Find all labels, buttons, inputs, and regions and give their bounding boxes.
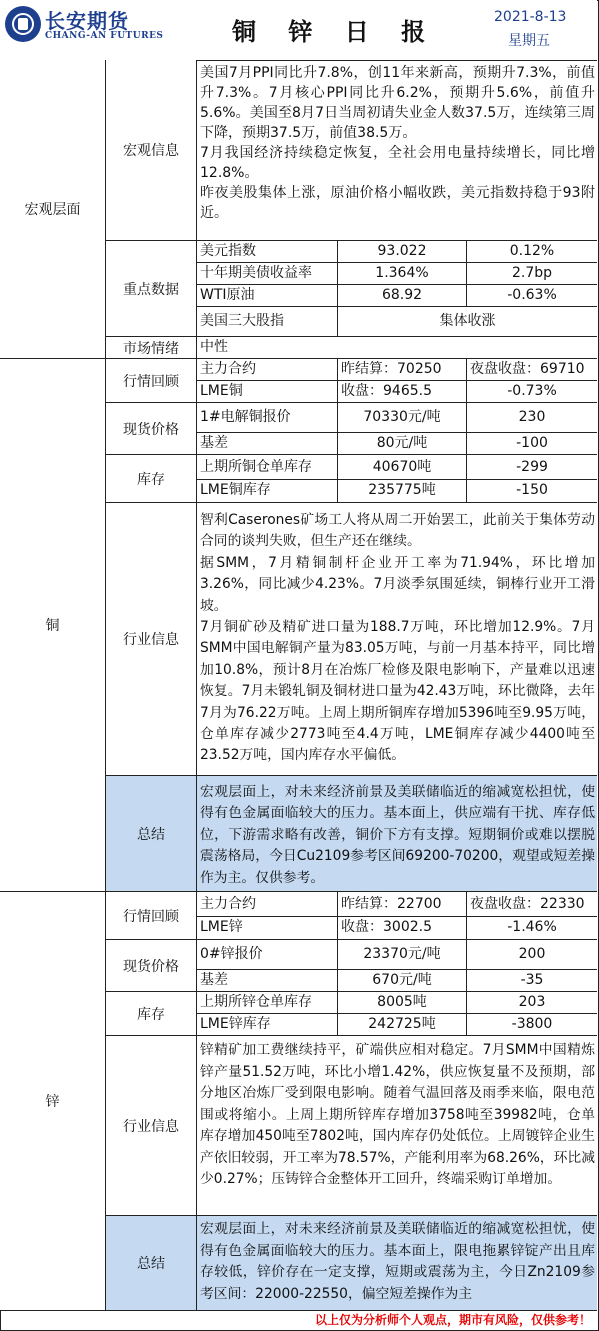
copper-summary-label: 总结	[106, 776, 197, 892]
copper-review-name: 主力合约	[197, 359, 338, 381]
zinc-stock-name: LME锌库存	[197, 1014, 338, 1036]
copper-industry-paragraph: 据SMM，7月精铜制杆企业开工率为71.94%，环比增加3.26%，同比减少4.23%。7月淡季氛围延续，铜棒行业开工滑坡。	[200, 554, 595, 614]
copper-spot-value: 80元/吨	[338, 433, 467, 455]
copper-spot-label: 现货价格	[106, 403, 197, 455]
copper-review-name: LME铜	[197, 381, 338, 403]
sentiment-label: 市场情绪	[106, 337, 197, 359]
copper-spot-change: -100	[467, 433, 597, 455]
zinc-spot-label: 现货价格	[106, 940, 197, 992]
copper-stock-value: 40670吨	[338, 455, 467, 480]
report-title: 铜 锌 日 报	[232, 18, 438, 46]
macro-key-label: 重点数据	[106, 241, 197, 337]
copper-industry-paragraph: 智利Caserones矿场工人将从周二开始罢工，此前关于集体劳动合同的谈判失败，但生产还在继续。	[200, 512, 595, 550]
copper-industry-paragraph: 7月铜矿砂及精矿进口量为188.7万吨，环比增加12.9%。7月SMM中国电解铜产量为83.05万吨，与前一月基本持平，同比增加10.8%，预计8月在冶炼厂检修及限电影响下，产量难以迅速恢复。7月未锻轧铜及铜材进口量为42.43万吨，环比微降，去年7月为76.22万吨。上周上期所铜库存增加5396吨至9.95万吨，仓单库存减少2773吨至4.4万吨，LME铜库存减少4400吨至23.52万吨，国内库存水平偏低。	[200, 619, 595, 764]
zinc-review-name: 主力合约	[197, 892, 338, 917]
stock-index-name: 美国三大股指	[197, 307, 338, 337]
copper-industry-label: 行业信息	[106, 503, 197, 776]
copper-summary-text: 宏观层面上，对未来经济前景及美联储临近的缩减宽松担忧，使得有色金属面临较大的压力。基本面上，供应端有干扰、库存低位，下游需求略有改善，铜价下方有支撑。短期铜价或难以摆脱震荡格局，今日Cu2109参考区间69200-70200，观望或短差操作为主。仅供参考。	[197, 776, 597, 892]
report-date: 2021-8-13	[494, 9, 567, 25]
key-data-change: 2.7bp	[467, 263, 597, 285]
copper-stock-name: LME铜库存	[197, 480, 338, 503]
section-zinc: 锌	[0, 892, 106, 1311]
copper-spot-change: 230	[467, 403, 597, 433]
copper-review-label: 行情回顾	[106, 359, 197, 403]
zinc-spot-name: 0#锌报价	[197, 940, 338, 970]
zinc-review-settle: 昨结算：22700	[338, 892, 467, 917]
copper-review-night: 夜盘收盘：69710	[467, 359, 597, 381]
copper-review-change: -0.73%	[467, 381, 597, 403]
macro-info-label: 宏观信息	[106, 60, 197, 241]
copper-stock-label: 库存	[106, 455, 197, 503]
zinc-summary-label: 总结	[106, 1216, 197, 1311]
key-data-value: 93.022	[338, 241, 467, 263]
sentiment-value: 中性	[197, 337, 597, 359]
key-data-name: 十年期美债收益率	[197, 263, 338, 285]
copper-spot-value: 70330元/吨	[338, 403, 467, 433]
zinc-stock-label: 库存	[106, 992, 197, 1036]
key-data-name: 美元指数	[197, 241, 338, 263]
zinc-industry-label: 行业信息	[106, 1036, 197, 1216]
key-data-value: 68.92	[338, 285, 467, 307]
report-header	[0, 0, 597, 61]
disclaimer-footer: 以上仅为分析师个人观点，期市有风险，仅供参考！	[314, 1313, 591, 1327]
zinc-spot-change: 200	[467, 940, 597, 970]
key-data-change: 0.12%	[467, 241, 597, 263]
key-data-change: -0.63%	[467, 285, 597, 307]
copper-stock-change: -299	[467, 455, 597, 480]
report-weekday: 星期五	[508, 33, 550, 49]
stock-index-value: 集体收涨	[338, 307, 597, 337]
zinc-industry-paragraph: 锌精矿加工费继续持平，矿端供应相对稳定。7月SMM中国精炼锌产量51.52万吨，环比小增1.42%，供应恢复量不及预期，部分地区冶炼厂受到限电影响。随着气温回落及雨季来临，限电范围或将缩小。上周上期所锌库存增加3758吨至39982吨，仓单库存增加450吨至7802吨，国内库存仍处低位。上周镀锌企业生产依旧较弱，开工率为78.57%，产能利用率为68.26%，环比减少0.27%；压铸锌合金整体开工回升，终端采购订单增加。	[200, 1042, 595, 1187]
zinc-stock-value: 242725吨	[338, 1014, 467, 1036]
section-macro: 宏观层面	[0, 60, 106, 359]
zinc-stock-name: 上期所锌仓单库存	[197, 992, 338, 1014]
zinc-spot-value: 670元/吨	[338, 970, 467, 992]
key-data-name: WTI原油	[197, 285, 338, 307]
macro-info-text	[197, 60, 597, 241]
zinc-industry-text	[197, 1036, 597, 1216]
zinc-spot-value: 23370元/吨	[338, 940, 467, 970]
key-data-value: 1.364%	[338, 263, 467, 285]
brand-name: 长安期货	[45, 9, 129, 33]
macro-info-paragraph: 昨夜美股集体上涨，原油价格小幅收跌，美元指数持稳于93附近。	[200, 185, 595, 221]
copper-spot-name: 1#电解铜报价	[197, 403, 338, 433]
copper-review-settle: 昨结算：70250	[338, 359, 467, 381]
copper-stock-name: 上期所铜仓单库存	[197, 455, 338, 480]
copper-stock-value: 235775吨	[338, 480, 467, 503]
zinc-review-name: LME锌	[197, 917, 338, 940]
zinc-review-label: 行情回顾	[106, 892, 197, 940]
zinc-stock-change: -3800	[467, 1014, 597, 1036]
zinc-review-night: 夜盘收盘：22330	[467, 892, 597, 917]
brand-name-en: CHANG-AN FUTURES	[45, 31, 164, 41]
copper-industry-text	[197, 503, 597, 776]
zinc-summary-text: 宏观层面上，对未来经济前景及美联储临近的缩减宽松担忧，使得有色金属面临较大的压力。基本面上，限电拖累锌锭产出且库存较低，锌价存在一定支撑，短期或震荡为主，今日Zn2109参考区间：22000-22550，偏空短差操作为主	[197, 1216, 597, 1311]
macro-info-paragraph: 美国7月PPI同比升7.8%，创11年来新高，预期升7.3%，前值升7.3%。7月核心PPI同比升6.2%，预期升5.6%，前值升5.6%。美国至8月7日当周初请失业金人数37.5万，连续第三周下降，预期37.5万，前值38.5万。	[200, 65, 595, 141]
zinc-spot-change: -35	[467, 970, 597, 992]
copper-spot-name: 基差	[197, 433, 338, 455]
zinc-review-change: -1.46%	[467, 917, 597, 940]
company-logo-icon	[5, 6, 41, 42]
copper-review-settle: 收盘：9465.5	[338, 381, 467, 403]
zinc-stock-value: 8005吨	[338, 992, 467, 1014]
zinc-review-settle: 收盘：3002.5	[338, 917, 467, 940]
zinc-spot-name: 基差	[197, 970, 338, 992]
copper-stock-change: -150	[467, 480, 597, 503]
macro-info-paragraph: 7月我国经济持续稳定恢复，全社会用电量持续增长，同比增12.8%。	[200, 145, 595, 181]
zinc-stock-change: 203	[467, 992, 597, 1014]
section-copper: 铜	[0, 359, 106, 892]
